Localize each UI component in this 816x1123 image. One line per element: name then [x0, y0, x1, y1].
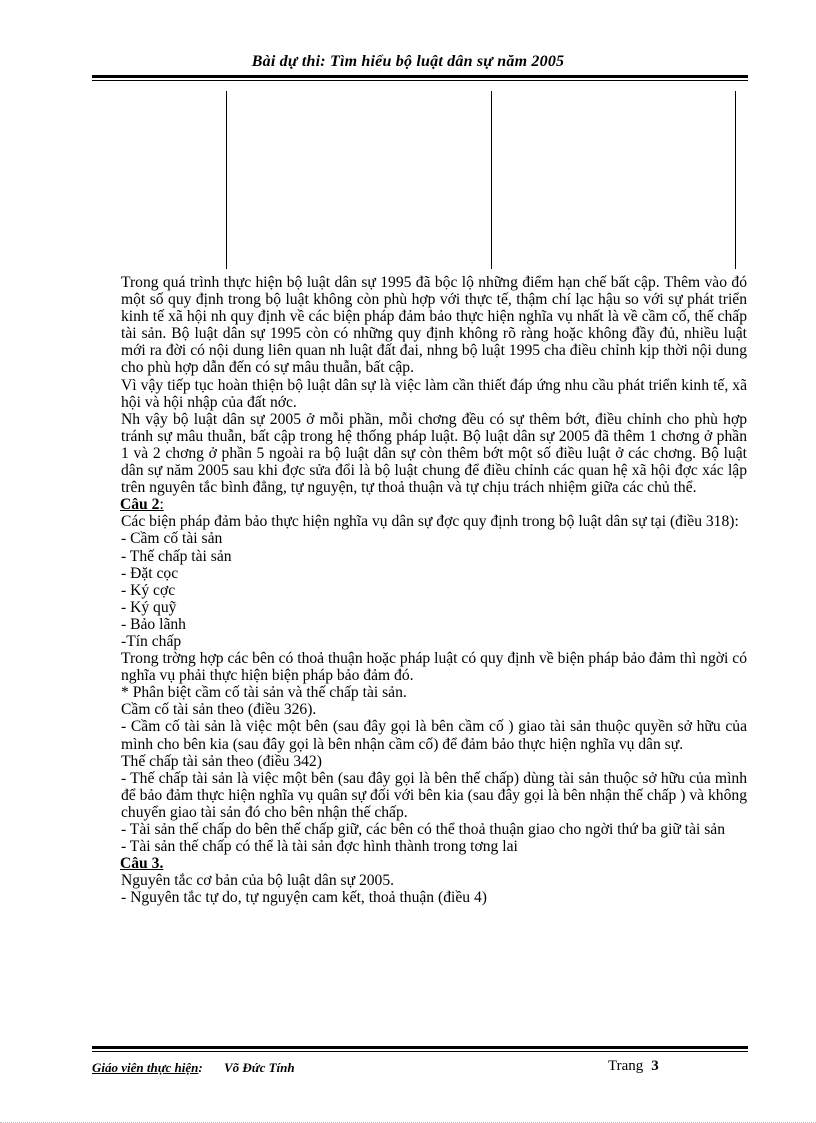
footer-rule-thin: [92, 1051, 748, 1052]
header-title: Bài dự thi: Tìm hiểu bộ luật dân sự năm 2005: [251, 53, 565, 70]
footer-teacher-label: Giáo viên thực hiện: [92, 1060, 199, 1075]
paragraph-the-chap-theo: Thế chấp tài sản theo (điều 342): [121, 752, 322, 770]
paragraph-phan-biet: * Phân biệt cầm cố tài sản và thế chấp tài sản.: [121, 684, 407, 702]
footer-teacher-colon: :: [198, 1060, 203, 1075]
empty-table: [226, 91, 738, 269]
paragraph-trong-truong-hop: Trong trờng hợp các bên có thoả thuận hoặc pháp luật có quy định về biện pháp bảo đảm thì ngời có nghĩa vụ phải thực hiện biện pháp bảo đảm đó.: [121, 650, 747, 685]
document-body: [121, 274, 747, 906]
paragraph-cam-co-theo: Cầm cố tài sản theo (điều 326).: [121, 701, 317, 719]
footer-teacher-name: Võ Đức Tính: [223, 1060, 295, 1075]
footer-teacher: [92, 1060, 295, 1076]
paragraph-the-chap-giu: - Tài sản thế chấp do bên thế chấp giữ, các bên có thể thoả thuận giao cho ngời thứ ba giữ tài sản: [121, 821, 726, 838]
header-rule-thin: [92, 80, 748, 81]
measure-item: - Ký quỹ: [121, 598, 177, 616]
heading-cau-3: [120, 855, 747, 872]
footer-page: [608, 1058, 659, 1075]
measure-item: - Bảo lãnh: [121, 615, 186, 633]
table-cell-right: [492, 91, 736, 269]
footer-page-label: Trang: [608, 1058, 644, 1074]
heading-cau-3-text: Câu 3: [120, 855, 160, 873]
measure-item: - Cầm cố tài sản: [121, 530, 223, 548]
paragraph-nhu-vay: Nh vậy bộ luật dân sự 2005 ở mỗi phần, mỗi chơng đều có sự thêm bớt, điều chỉnh cho phù hợp tránh sự mâu thuẫn, bất cập trong hệ thống pháp luật. Bộ luật dân sự 2005 đã thêm 1 chơng ở phần 1 và 2 chơng ở phần 5 ngoài ra bộ luật dân sự còn thêm bớt một số điều luật ở các chơng. Bộ luật dân sự năm 2005 sau khi đợc sửa đổi là bộ luật chung để điều chỉnh các quan hệ xã hội đợc xác lập trên nguyên tắc bình đẳng, tự nguyện, tự thoả thuận và tự chịu trách nhiệm giữa các chủ thể.: [121, 410, 747, 497]
paragraph-the-chap-tuong-lai: - Tài sản thế chấp có thể là tài sản đợc hình thành trong tơng lai: [121, 838, 518, 856]
measure-item: - Ký cợc: [121, 581, 176, 599]
paragraph-vi-vay: Vì vậy tiếp tục hoàn thiện bộ luật dân sự là việc làm cần thiết đáp ứng nhu cầu phát triển kinh tế, xã hội và hội nhập của đất nớc.: [121, 376, 747, 411]
heading-cau-2: [120, 496, 747, 513]
table-cell-left: [226, 91, 492, 269]
measure-item: -Tín chấp: [121, 632, 182, 650]
heading-cau-3-dot: .: [159, 855, 164, 873]
heading-cau-2-text: Câu 2: [120, 496, 160, 514]
measure-item: - Thế chấp tài sản: [121, 547, 232, 565]
paragraph-the-chap-definition: - Thế chấp tài sản là việc một bên (sau đây gọi là bên thế chấp) dùng tài sản thuộc sở hữu của mình để bảo đảm thực hiện nghĩa vụ quân sự đối với bên kia (sau đây gọi là bên nhận thế chấp ) và không chuyển giao tài sản đó cho bên nhận thế chấp.: [121, 769, 747, 821]
measure-item: - Đặt cọc: [121, 564, 179, 582]
footer-rule-thick: [92, 1046, 748, 1049]
paragraph-intro: Trong quá trình thực hiện bộ luật dân sự 1995 đã bộc lộ những điểm hạn chế bất cập. Thêm vào đó một số quy định trong bộ luật không còn phù hợp với thực tế, thậm chí lạc hậu so với sự phát triển kinh tế xã hội nh quy định về các biện pháp đảm bảo thực hiện nghĩa vụ nhất là về cầm cố, thế chấp tài sản. Bộ luật dân sự 1995 còn có những quy định không rõ ràng hoặc không đầy đủ, nhiều luật mới ra đời có nội dung liên quan nh luật đất đai, nhng bộ luật 1995 cha điều chỉnh kịp thời nội dung cho phù hợp dẫn đến có sự mâu thuẫn, bất cập.: [121, 274, 747, 377]
paragraph-cau-2-intro: Các biện pháp đảm bảo thực hiện nghĩa vụ dân sự đợc quy định trong bộ luật dân sự tại (điều 318):: [121, 513, 739, 531]
paragraph-nguyen-tac: Nguyên tắc cơ bản của bộ luật dân sự 2005.: [121, 872, 395, 890]
heading-cau-2-colon: :: [159, 496, 164, 514]
header-rule-thick: [92, 75, 748, 78]
footer-page-number: 3: [651, 1058, 659, 1074]
paragraph-cam-co-definition: - Cầm cố tài sản là việc một bên (sau đây gọi là bên cầm cố ) giao tài sản thuộc quyền sở hữu của mình cho bên kia (sau đây gọi là bên nhận cầm cố) để đảm bảo thực hiện nghĩa vụ dân sự.: [121, 718, 747, 753]
paragraph-nguyen-tac-1: - Nguyên tắc tự do, tự nguyện cam kết, thoả thuận (điều 4): [121, 889, 487, 907]
